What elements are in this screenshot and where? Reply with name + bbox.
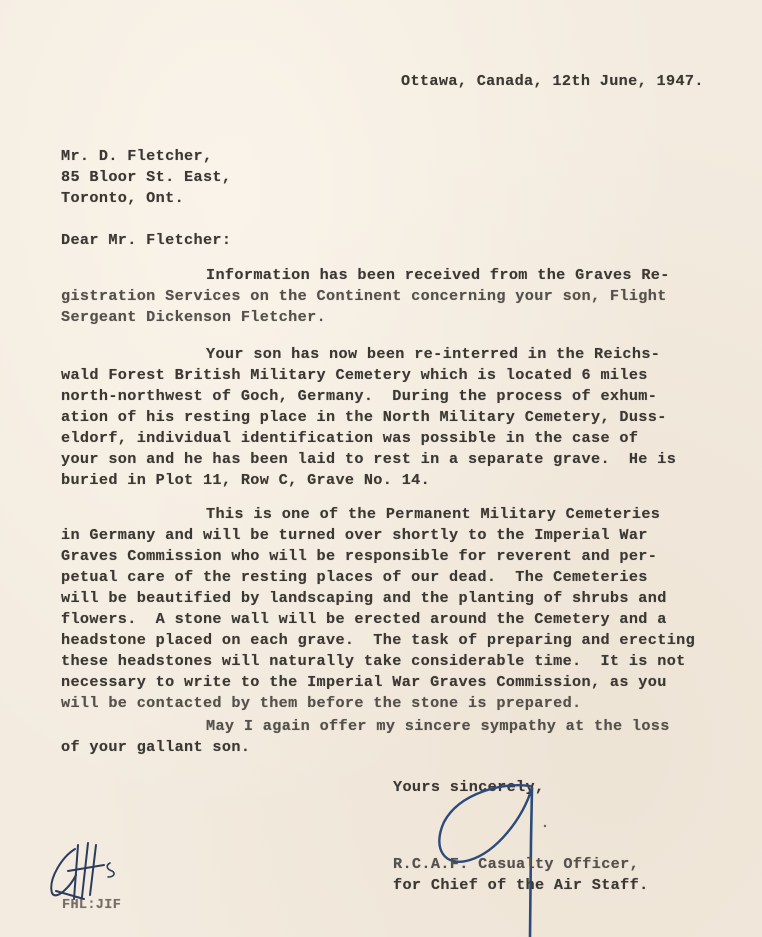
paragraph-line: May I again offer my sincere sympathy at the loss xyxy=(206,717,670,735)
paragraph-line: necessary to write to the Imperial War Graves Commission, as you xyxy=(61,673,667,691)
recipient-city: Toronto, Ont. xyxy=(61,189,185,207)
closing: Yours sincerely, xyxy=(393,778,545,796)
paragraph-line: wald Forest British Military Cemetery which is located 6 miles xyxy=(61,366,648,384)
initials-signature-icon xyxy=(40,835,130,905)
paragraph-line: gistration Services on the Continent concerning your son, Flight xyxy=(61,287,667,305)
paragraph-line: in Germany and will be turned over shortly to the Imperial War xyxy=(61,526,648,544)
paragraph-line: will be contacted by them before the stone is prepared. xyxy=(61,694,582,712)
paragraph-line: Information has been received from the Graves Re- xyxy=(206,266,670,284)
paragraph-line: these headstones will naturally take considerable time. It is not xyxy=(61,652,686,670)
paragraph-line: ation of his resting place in the North Military Cemetery, Duss- xyxy=(61,408,667,426)
paragraph-line: of your gallant son. xyxy=(61,738,251,756)
paragraph-line: eldorf, individual identification was possible in the case of xyxy=(61,429,639,447)
paragraph-line: Graves Commission who will be responsible for reverent and per- xyxy=(61,547,658,565)
paragraph-line: headstone placed on each grave. The task of preparing and erecting xyxy=(61,631,696,649)
paragraph-line: Sergeant Dickenson Fletcher. xyxy=(61,308,326,326)
signatory-title: R.C.A.F. Casualty Officer, xyxy=(393,855,640,873)
recipient-street: 85 Bloor St. East, xyxy=(61,168,232,186)
signatory-for-line: for Chief of the Air Staff. xyxy=(393,876,649,894)
paragraph-line: buried in Plot 11, Row C, Grave No. 14. xyxy=(61,471,431,489)
dateline: Ottawa, Canada, 12th June, 1947. xyxy=(401,72,704,90)
paragraph-line: your son and he has been laid to rest in a separate grave. He is xyxy=(61,450,677,468)
paragraph-line: north-northwest of Goch, Germany. During the process of exhum- xyxy=(61,387,658,405)
reference-initials: FHL:JIF xyxy=(62,898,122,913)
salutation: Dear Mr. Fletcher: xyxy=(61,231,232,249)
paragraph-line: flowers. A stone wall will be erected around the Cemetery and a xyxy=(61,610,667,628)
paragraph-line: This is one of the Permanent Military Cemeteries xyxy=(206,505,661,523)
recipient-name: Mr. D. Fletcher, xyxy=(61,147,213,165)
paragraph-line: petual care of the resting places of our dead. The Cemeteries xyxy=(61,568,648,586)
paragraph-line: Your son has now been re-interred in the Reichs- xyxy=(206,345,661,363)
paragraph-line: will be beautified by landscaping and the planting of shrubs and xyxy=(61,589,667,607)
